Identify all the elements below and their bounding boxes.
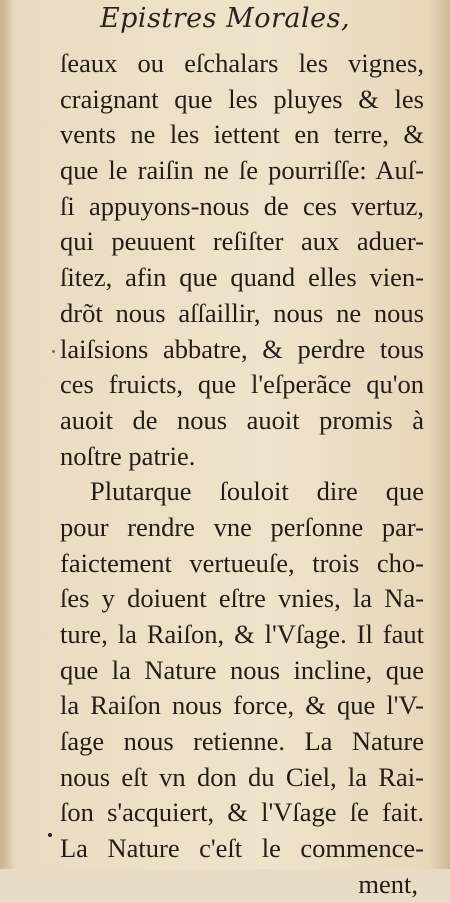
- text-line: laiſsions abbatre, & perdre tous: [60, 333, 424, 364]
- text-line: ſes y doiuent eſtre vnies, la Na-: [60, 583, 424, 614]
- text-line: drõt nous aſſaillir, nous ne nous: [60, 297, 424, 328]
- text-line: que le raiſin ne ſe pourriſſe: Auſ-: [60, 155, 424, 186]
- catchword: ment,: [358, 868, 418, 899]
- text-line: vents ne les iettent en terre, &: [60, 119, 424, 150]
- text-line: La Nature c'eſt le commence-: [60, 833, 424, 864]
- text-line: qui peuuent reſiſter aux aduer-: [60, 226, 424, 257]
- text-line: ſage nous retienne. La Nature: [60, 726, 424, 757]
- body-text: [60, 46, 424, 903]
- text-line: auoit de nous auoit promis à: [60, 404, 424, 435]
- text-line: que la Nature nous incline, que: [60, 654, 424, 685]
- text-line: ture, la Raiſon, & l'Vſage. Il faut: [60, 619, 424, 649]
- ink-speck: [52, 350, 55, 353]
- text-line-paragraph-end: noſtre patrie.: [60, 440, 196, 471]
- page-gutter-shadow: [0, 0, 14, 869]
- text-line: ſon s'acquiert, & l'Vſage ſe fait.: [60, 797, 424, 828]
- running-title: Epistres Morales,: [99, 3, 351, 34]
- text-line: ſeaux ou eſchalars les vignes,: [60, 48, 424, 78]
- page-edge-shadow: [430, 0, 450, 869]
- text-line: craignant que les pluyes & les: [60, 83, 424, 114]
- text-line: faictement vertueuſe, trois cho-: [60, 547, 424, 578]
- text-line: ſitez, afin que quand elles vien-: [60, 262, 424, 293]
- text-line-paragraph-start: Plutarque ſouloit dire que: [90, 476, 424, 507]
- text-line: ſi appuyons-nous de ces vertuz,: [60, 190, 424, 221]
- text-line: nous eſt vn don du Ciel, la Rai-: [60, 761, 424, 792]
- ink-speck: [48, 833, 52, 837]
- text-line: la Raiſon nous force, & que l'V-: [60, 690, 424, 721]
- text-line: ces fruicts, que l'eſperãce qu'on: [60, 369, 424, 400]
- text-line: pour rendre vne perſonne par-: [60, 511, 424, 542]
